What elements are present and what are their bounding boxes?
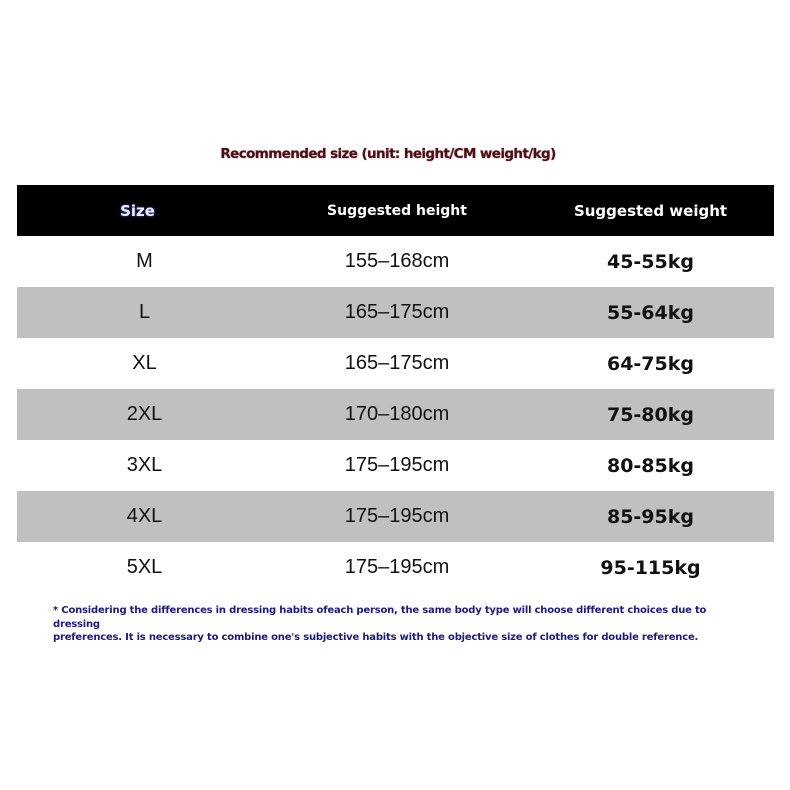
- footnote-line-2: preferences. It is necessary to combine one's subjective habits with the objective size of clothes for double reference.: [53, 632, 699, 643]
- weight-cell: 85-95kg: [606, 505, 694, 528]
- height-cell: 170–180cm: [344, 403, 450, 425]
- height-cell: 155–168cm: [344, 250, 450, 272]
- footnote: [53, 604, 753, 645]
- table-row: [17, 236, 774, 287]
- table-row: [17, 440, 774, 491]
- height-cell: 175–195cm: [344, 505, 450, 527]
- footnote-line-1: * Considering the differences in dressing habits ofeach person, the same body type will choose different choices due to dressing: [53, 605, 707, 630]
- chart-title: Recommended size (unit: height/CM weight/kg): [220, 146, 556, 162]
- size-cell: 2XL: [126, 403, 163, 425]
- weight-cell: 55-64kg: [606, 301, 694, 324]
- weight-cell: 80-85kg: [606, 454, 694, 477]
- height-cell: 165–175cm: [344, 301, 450, 323]
- table-row: [17, 491, 774, 542]
- header-size: Size: [120, 201, 155, 220]
- height-cell: 175–195cm: [344, 556, 450, 578]
- table-row: [17, 389, 774, 440]
- header-height: Suggested height: [327, 202, 467, 219]
- table-header-row: [17, 185, 774, 236]
- size-cell: 4XL: [126, 505, 163, 527]
- weight-cell: 45-55kg: [606, 250, 694, 273]
- table-row: [17, 542, 774, 593]
- size-cell: 3XL: [126, 454, 163, 476]
- size-cell: XL: [132, 352, 157, 374]
- height-cell: 165–175cm: [344, 352, 450, 374]
- size-cell: 5XL: [126, 556, 163, 578]
- weight-cell: 75-80kg: [606, 403, 694, 426]
- height-cell: 175–195cm: [344, 454, 450, 476]
- table-row: [17, 287, 774, 338]
- header-weight: Suggested weight: [573, 201, 728, 220]
- weight-cell: 95-115kg: [600, 556, 701, 579]
- weight-cell: 64-75kg: [606, 352, 694, 375]
- size-cell: L: [138, 301, 151, 323]
- size-table: [17, 185, 774, 593]
- size-cell: M: [136, 250, 153, 272]
- table-row: [17, 338, 774, 389]
